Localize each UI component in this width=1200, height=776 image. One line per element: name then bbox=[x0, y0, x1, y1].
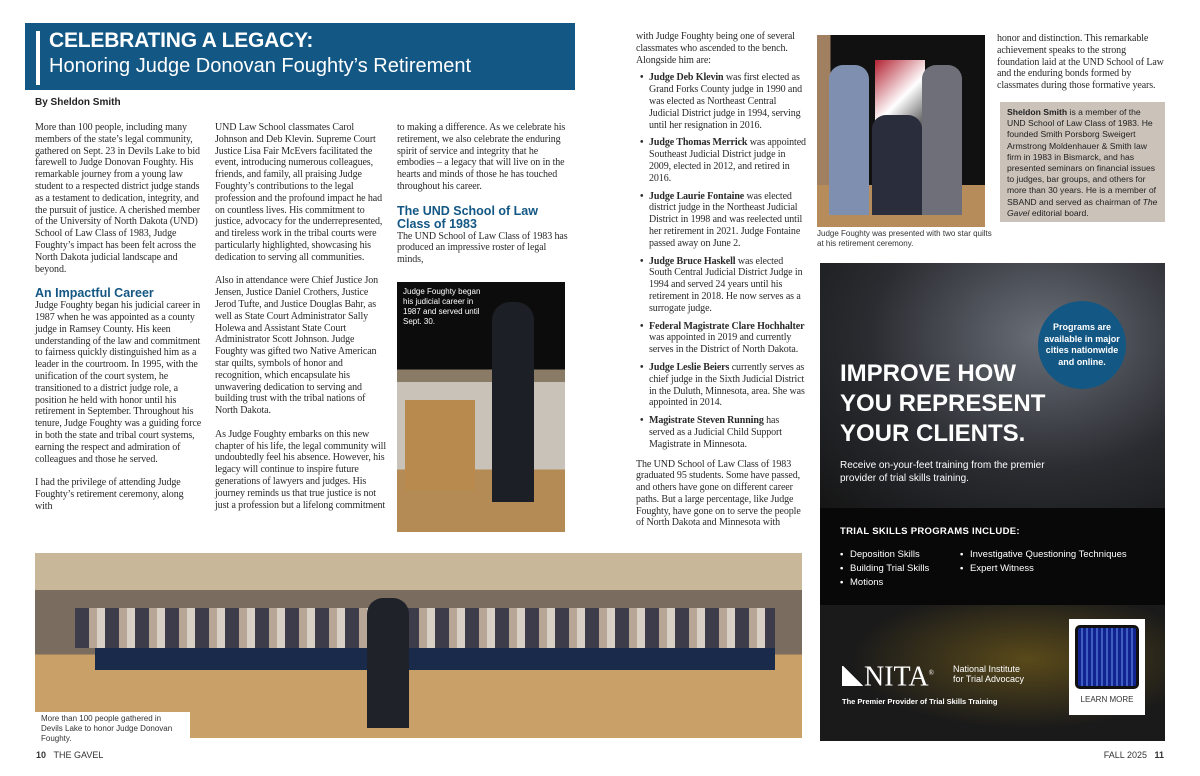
paragraph: Also in attendance were Chief Justice Jon Jensen, Justice Daniel Crothers, Justice Jerod Tufte, and Justice Douglas Bahr, as well as State Court Administrator Sally Holewa and Assistant State Court Administrator Scott Johnson. Judge Foughty was gifted two Native American star quilts, symbols of honor and recognition, which encapsulate his unwavering dedication to serving and building trust with the tribal nations of North Dakota. bbox=[215, 275, 379, 417]
byline: By Sheldon Smith bbox=[35, 97, 121, 108]
ad-headline: IMPROVE HOW YOU REPRESENT YOUR CLIENTS. bbox=[840, 360, 1046, 447]
article-title-banner bbox=[25, 23, 575, 90]
author-bio-box: Sheldon Smith is a member of the UND School of Law Class of 1983. He founded Smith Porsborg Sweigert Armstrong Moldenhauer & Smith law firm in 1983 in Bismarck, and has presented seminars on financial issues to judges, bar groups, and others for more than 30 years. He is a member of SBAND and served as chairman of The Gavel editorial board. bbox=[1000, 102, 1165, 222]
footer-right: FALL 2025 11 bbox=[1103, 750, 1164, 760]
paragraph: I had the privilege of attending Judge Foughty’s retirement ceremony, along with bbox=[35, 477, 184, 512]
nita-logo-mark-icon bbox=[842, 666, 864, 686]
section-heading: The UND School of Law Class of 1983 bbox=[397, 203, 538, 231]
crowd-gathering-photo bbox=[35, 553, 802, 738]
star-quilt-photo bbox=[817, 35, 985, 227]
paragraph: with Judge Foughty being one of several classmates who ascended to the bench. Alongside him are: bbox=[636, 31, 795, 66]
person bbox=[829, 65, 869, 215]
title-accent-bar bbox=[36, 31, 40, 85]
tables bbox=[95, 648, 775, 670]
paragraph: to making a difference. As we celebrate his retirement, we also celebrate the enduring spirit of service and integrity that he embodies – a legacy that will live on in the hearts and minds of those he has touched throughout his career. bbox=[397, 122, 566, 192]
article-subtitle: Honoring Judge Donovan Foughty’s Retirement bbox=[49, 55, 472, 77]
paragraph: honor and distinction. This remarkable achievement speaks to the strong foundation laid at the UND School of Law and the enduring bonds formed by classmates during those formative years. bbox=[997, 33, 1164, 92]
paragraph: The UND School of Law Class of 1983 graduated 95 students. Some have passed, and others have gone on different career paths. But a large percentage, like Judge Foughty, have gone on to serve the people of North Dakota and Minnesota with bbox=[636, 458, 801, 529]
paragraph: The UND School of Law Class of 1983 has produced an impressive roster of legal minds, bbox=[397, 230, 568, 266]
column-5 bbox=[997, 33, 1167, 104]
ad-list-item: • Motions bbox=[840, 576, 929, 590]
ad-list-item: • Investigative Questioning Techniques bbox=[960, 548, 1127, 562]
podium bbox=[405, 400, 475, 490]
list-item: • Judge Leslie Beiers currently serves as chief judge in the Sixth Judicial District in the Duluth, Minnesota, area. She was appointed in 2014. bbox=[640, 362, 806, 409]
column-3 bbox=[397, 122, 569, 278]
column-2 bbox=[215, 122, 388, 523]
ad-list-left bbox=[840, 548, 929, 590]
photo-caption: More than 100 people gathered in Devils Lake to honor Judge Donovan Foughty. bbox=[35, 712, 190, 738]
photo-caption: Judge Foughty was presented with two star quilts at his retirement ceremony. bbox=[817, 229, 992, 248]
ad-tagline: The Premier Provider of Trial Skills Training bbox=[842, 697, 998, 706]
judge-figure bbox=[367, 598, 409, 728]
judge-podium-photo bbox=[397, 282, 565, 532]
list-item: • Judge Thomas Merrick was appointed Southeast Judicial District judge in 2009, elected in 2012, and retired in 2016. bbox=[640, 137, 806, 184]
list-item: • Judge Deb Klevin was first elected as Grand Forks County judge in 1990 and was elected as Northeast Central Judicial District judge in 1994, serving until her resignation in 2016. bbox=[640, 72, 806, 131]
article-title: CELEBRATING A LEGACY: bbox=[49, 29, 314, 52]
nita-org-name: National Institute for Trial Advocacy bbox=[953, 664, 1025, 684]
paragraph: As Judge Foughty embarks on this new chapter of his life, the legal community will undoubtedly feel his absence. However, his legacy will continue to inspire future generations of lawyers and judges. His journey reminds us that true justice is not just a profession but a lifelong commitment bbox=[215, 428, 387, 511]
person bbox=[922, 65, 962, 215]
ad-list-right bbox=[960, 548, 1127, 576]
column-4 bbox=[636, 31, 806, 541]
section-heading: An Impactful Career bbox=[35, 286, 154, 301]
photo-caption: Judge Foughty began his judicial career in 1987 and served until Sept. 30. bbox=[403, 287, 481, 326]
learn-more-label: LEARN MORE bbox=[1080, 695, 1134, 704]
nita-logo: NITA® bbox=[842, 659, 934, 691]
judge-figure bbox=[492, 302, 534, 502]
ad-list-item: • Expert Witness bbox=[960, 562, 1127, 576]
list-item: • Judge Laurie Fontaine was elected district judge in the Northeast Judicial District in 1998 and was reelected until her retirement in 2021. Judge Fontaine passed away on June 2. bbox=[640, 191, 806, 250]
crowd bbox=[75, 608, 775, 648]
ad-list-title: TRIAL SKILLS PROGRAMS INCLUDE: bbox=[840, 526, 1020, 537]
ad-list-item: • Deposition Skills bbox=[840, 548, 929, 562]
list-item: • Federal Magistrate Clare Hochhalter was appointed in 2019 and currently serves in the District of North Dakota. bbox=[640, 321, 806, 356]
paragraph: UND Law School classmates Carol Johnson and Deb Klevin. Supreme Court Justice Lisa Fair McEvers facilitated the event, introducing numerous colleagues, friends, and family, all praising Judge Foughty’s contributions to the legal profession and the profound impact he had on countless lives. His commitment to justice, advocacy for the underrepresented, and tireless work in the tribal courts were particularly highlighted, showcasing his dedication to serving all communities. bbox=[215, 122, 383, 263]
column-1 bbox=[35, 122, 202, 524]
list-item: • Magistrate Steven Running has served as a Judicial Child Support Magistrate in Minnesota. bbox=[640, 415, 806, 450]
qr-code-icon bbox=[1075, 625, 1139, 689]
footer-left: 10 THE GAVEL bbox=[36, 750, 104, 760]
judges-list bbox=[636, 72, 806, 450]
ad-subtext: Receive on-your-feet training from the premier provider of trial skills training. bbox=[840, 460, 1045, 484]
qr-code-learn-more[interactable] bbox=[1069, 619, 1145, 715]
ad-programs-panel bbox=[820, 508, 1165, 605]
judge-in-wheelchair bbox=[872, 115, 922, 215]
nita-advertisement[interactable] bbox=[820, 263, 1165, 741]
ad-badge: Programs are available in major cities nationwide and online. bbox=[1038, 301, 1126, 389]
list-item: • Judge Bruce Haskell was elected South Central Judicial District Judge in 1994 and served 24 years until his retirement in 2018. He now serves as a surrogate judge. bbox=[640, 256, 806, 315]
ad-list-item: • Building Trial Skills bbox=[840, 562, 929, 576]
paragraph: Judge Foughty began his judicial career in 1987 when he was appointed as a county judge in Ramsey County. His keen understanding of the law and commitment to fairness quickly distinguished him as a leader in the courtroom. In 1995, with the unification of the court system, he transitioned to a district judge role, a position he held with honor until his retirement in September. Throughout his tenure, Judge Foughty was a guiding force in both the state and tribal court systems, earning the respect and admiration of colleagues and those he served. bbox=[35, 300, 202, 465]
paragraph: More than 100 people, including many members of the state’s legal community, gathered on Sept. 23 in Devils Lake to bid farewell to Judge Donovan Foughty. His remarkable journey from a young law student to a respected district judge stands as a testament to dedication, integrity, and the pursuit of justice. A cherished member of the University of North Dakota (UND) School of Law Class of 1983, Judge Foughty’s impact has been felt across the North Dakota judicial landscape and beyond. bbox=[35, 122, 200, 275]
